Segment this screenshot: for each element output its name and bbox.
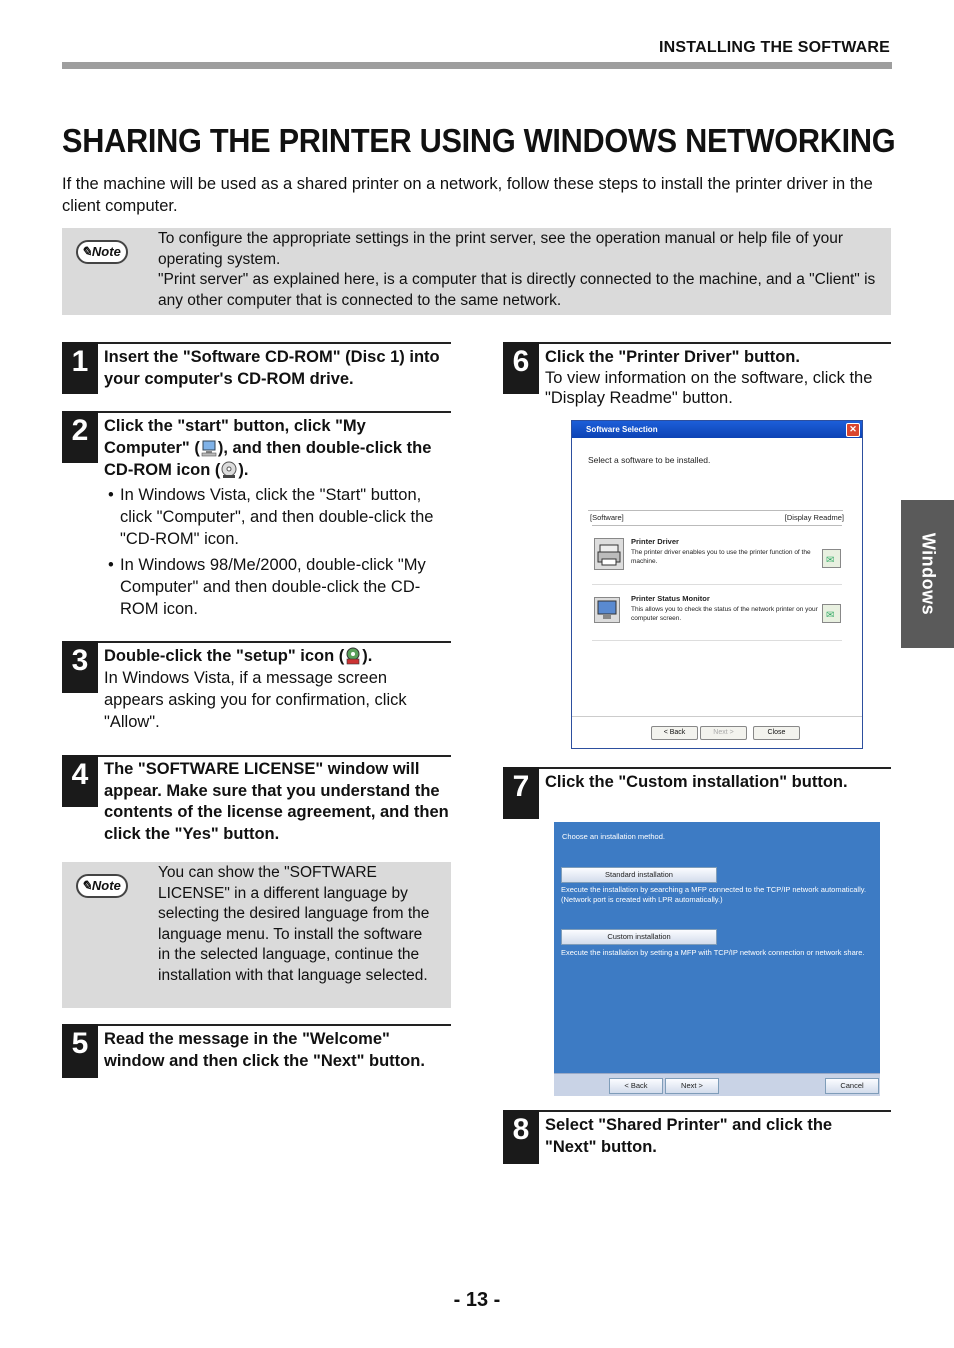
note-badge: ✎Note (76, 240, 128, 264)
pencil-icon: ✎ (81, 244, 92, 259)
window-footer (554, 1073, 880, 1096)
column-header-software: [Software] (590, 513, 624, 522)
divider (592, 525, 842, 526)
step-2 (62, 411, 451, 623)
side-tab-windows: Windows (901, 500, 954, 648)
monitor-icon (595, 598, 619, 622)
step-number: 6 (503, 342, 539, 394)
my-computer-icon (200, 439, 218, 457)
step-text: To view information on the software, click the "Display Readme" button. (545, 369, 873, 407)
step-text: In Windows Vista, if a message screen appears asking you for confirmation, click "Allow". (104, 669, 407, 731)
cancel-button[interactable]: Cancel (825, 1078, 879, 1094)
step-instruction: Read the message in the "Welcome" window and then click the "Next" button. (104, 1030, 425, 1070)
item-name: Printer Status Monitor (631, 594, 710, 603)
page-number: - 13 - (453, 1289, 501, 1311)
step-number: 4 (62, 755, 98, 807)
step-instruction: Double-click the "setup" icon ( ). (104, 647, 373, 665)
step-number: 3 (62, 641, 98, 693)
list-item: • In Windows Vista, click the "Start" button, click "Computer", and then double-click the "CD-ROM" icon. (104, 484, 449, 550)
readme-icon: ✉ (826, 610, 835, 621)
step-1 (62, 342, 451, 394)
header-rule (62, 62, 892, 69)
back-button[interactable]: < Back (651, 726, 698, 740)
window-titlebar: Software Selection ✕ (572, 421, 862, 438)
custom-description: Execute the installation by setting a MFP with TCP/IP network connection or network share. (561, 948, 865, 957)
back-button[interactable]: < Back (609, 1078, 663, 1094)
installation-method-window (554, 822, 880, 1096)
step-3 (62, 641, 451, 741)
step-number: 1 (62, 342, 98, 394)
setup-icon (344, 647, 362, 665)
standard-installation-button[interactable]: Standard installation (561, 867, 717, 883)
note-text: You can show the "SOFTWARE LICENSE" in a different language by selecting the desired language from the language menu. To install the software in the selected language, continue the installation with that language selected. (158, 864, 430, 984)
custom-installation-button[interactable]: Custom installation (561, 929, 717, 945)
software-selection-window (571, 420, 863, 749)
step-number: 7 (503, 767, 539, 819)
divider (592, 640, 842, 641)
item-description: This allows you to check the status of the network printer on your computer screen. (631, 606, 818, 622)
step-5 (62, 1024, 451, 1078)
cd-rom-icon (220, 461, 238, 479)
step-8 (503, 1110, 891, 1164)
prompt-text: Choose an installation method. (562, 832, 665, 841)
divider (592, 584, 842, 585)
section-header: INSTALLING THE SOFTWARE (659, 39, 890, 56)
step-instruction: Click the "Printer Driver" button. (545, 348, 800, 366)
close-icon[interactable]: ✕ (846, 423, 860, 437)
step-instruction: Insert the "Software CD-ROM" (Disc 1) into your computer's CD-ROM drive. (104, 348, 440, 388)
intro-paragraph: If the machine will be used as a shared printer on a network, follow these steps to install the printer driver in the client computer. (62, 175, 873, 215)
status-monitor-button[interactable] (594, 597, 620, 623)
step-instruction: Click the "start" button, click "My Computer" ( ), and then double-click the CD-ROM icon ( ). (104, 417, 432, 479)
step-number: 2 (62, 411, 98, 463)
step-4 (62, 755, 451, 851)
next-button[interactable]: Next > (665, 1078, 719, 1094)
close-button[interactable]: Close (753, 726, 800, 740)
note-box (62, 862, 451, 1008)
step-number: 5 (62, 1024, 98, 1078)
list-item: • In Windows 98/Me/2000, double-click "My Computer" and then double-click the CD-ROM icon. (104, 554, 449, 620)
column-header-readme: [Display Readme] (784, 513, 844, 522)
prompt-text: Select a software to be installed. (588, 455, 711, 465)
readme-button[interactable] (822, 549, 841, 568)
item-name: Printer Driver (631, 537, 679, 546)
note-box (62, 228, 891, 315)
note-text: To configure the appropriate settings in the print server, see the operation manual or help file of your operating system. (158, 230, 843, 268)
page-title: SHARING THE PRINTER USING WINDOWS NETWORKING (62, 122, 896, 159)
printer-icon (595, 539, 623, 569)
step-instruction: The "SOFTWARE LICENSE" window will appear. Make sure that you understand the contents of the license agreement, and then click the "Yes" button. (104, 760, 449, 843)
item-description: The printer driver enables you to use the printer function of the machine. (631, 549, 811, 565)
divider (588, 510, 843, 511)
next-button[interactable]: Next > (700, 726, 747, 740)
note-text: "Print server" as explained here, is a computer that is directly connected to the machine, and a "Client" is any other computer that is connected to the same network. (158, 271, 876, 309)
readme-button[interactable] (822, 604, 841, 623)
printer-driver-button[interactable] (594, 538, 624, 570)
step-instruction: Select "Shared Printer" and click the "Next" button. (545, 1116, 833, 1156)
step-7 (503, 767, 891, 819)
step-6 (503, 342, 891, 407)
pencil-icon: ✎ (81, 878, 92, 893)
divider (572, 716, 862, 717)
note-badge: ✎Note (76, 874, 128, 898)
step-instruction: Click the "Custom installation" button. (545, 773, 848, 791)
standard-description: Execute the installation by searching a MFP connected to the TCP/IP network automatically. (Network port is created with LPR automatically.) (561, 885, 867, 904)
readme-icon: ✉ (826, 555, 835, 566)
step-number: 8 (503, 1110, 539, 1164)
